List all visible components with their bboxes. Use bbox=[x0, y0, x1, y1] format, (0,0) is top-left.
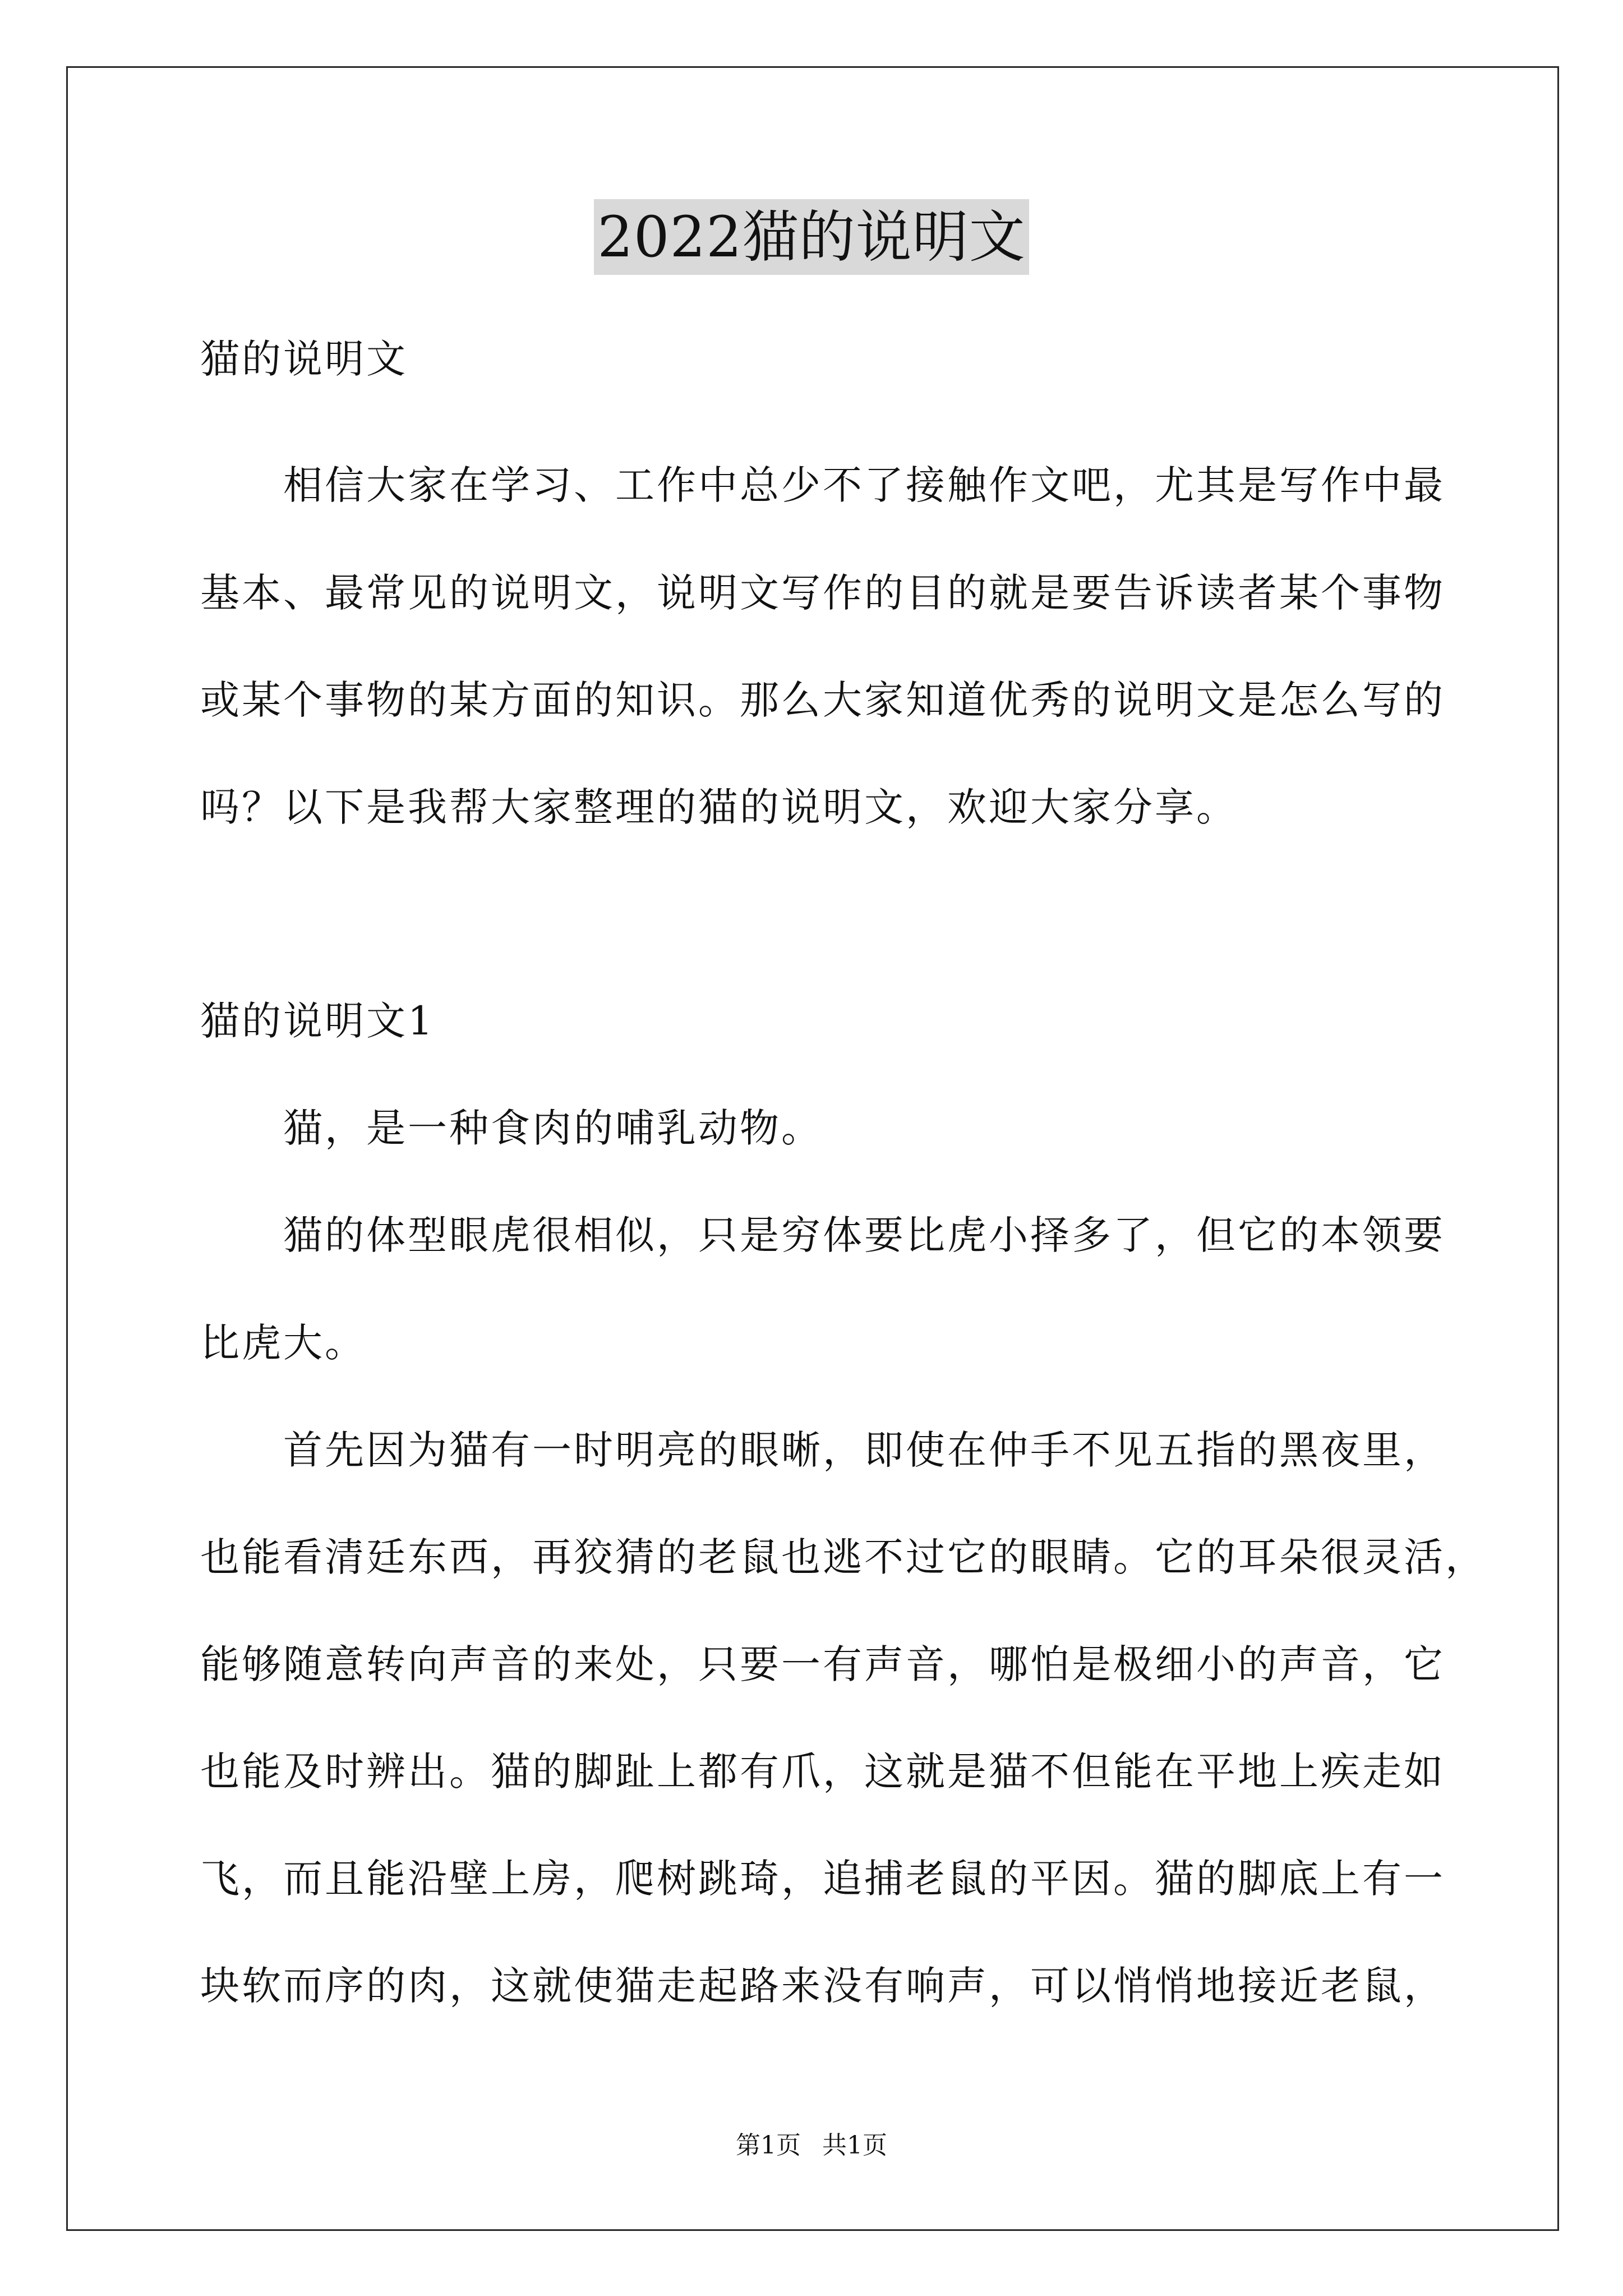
paragraph-line: 块软而序的肉，这就使猫走起路来没有响声，可以悄悄地接近老鼠， bbox=[200, 1963, 1445, 2009]
page-number-current: 第1页 bbox=[736, 2131, 801, 2160]
paragraph-line: 也能看清廷东西，再狡猜的老鼠也逃不过它的眼睛。它的耳朵很灵活， bbox=[200, 1534, 1487, 1580]
paragraph-line: 能够随意转向声音的来处，只要一有声音，哪怕是极细小的声音，它 bbox=[200, 1641, 1445, 1687]
paragraph-line: 或某个事物的某方面的知识。那么大家知道优秀的说明文是怎么写的 bbox=[200, 677, 1445, 723]
paragraph-line: 首先因为猫有一时明亮的眼晰，即使在仲手不见五指的黑夜里， bbox=[200, 1427, 1445, 1473]
paragraph-line: 也能及时辨出。猫的脚趾上都有爪，这就是猫不但能在平地上疾走如 bbox=[200, 1749, 1445, 1795]
paragraph-line: 飞，而且能沿壁上房，爬树跳琦，追捕老鼠的平因。猫的脚底上有一 bbox=[200, 1856, 1445, 1902]
paragraph-line: 相信大家在学习、工作中总少不了接触作文吧，尤其是写作中最 bbox=[200, 462, 1445, 508]
paragraph-line: 猫，是一种食肉的哺乳动物。 bbox=[200, 1105, 823, 1151]
section-heading-1: 猫的说明文1 bbox=[200, 998, 435, 1044]
title-container bbox=[0, 199, 1623, 275]
document-title: 2022猫的说明文 bbox=[594, 199, 1029, 275]
paragraph-line: 猫的体型眼虎很相似，只是穷体要比虎小择多了，但它的本领要 bbox=[200, 1212, 1445, 1258]
paragraph-line: 吗？以下是我帮大家整理的猫的说明文，欢迎大家分享。 bbox=[200, 784, 1238, 830]
page-number-total: 共1页 bbox=[822, 2131, 887, 2160]
paragraph-line: 基本、最常见的说明文，说明文写作的目的就是要告诉读者某个事物 bbox=[200, 570, 1445, 616]
paragraph-line: 比虎大。 bbox=[200, 1320, 366, 1366]
page-footer bbox=[0, 2129, 1623, 2162]
section-heading-intro: 猫的说明文 bbox=[200, 336, 408, 382]
